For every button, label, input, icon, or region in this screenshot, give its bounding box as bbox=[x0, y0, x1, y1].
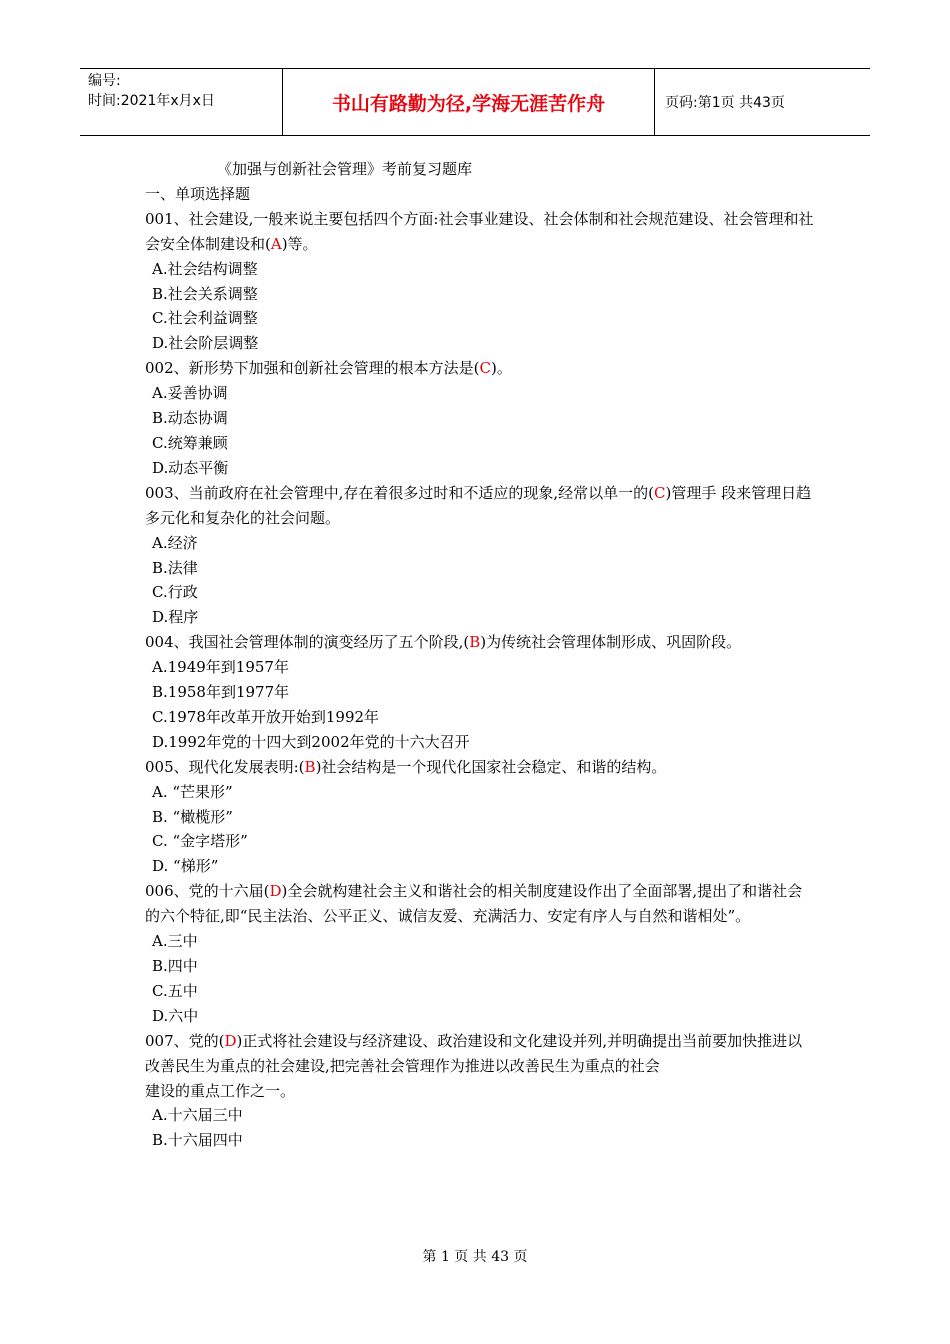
page-info: 页码:第1页 共43页 bbox=[665, 95, 785, 111]
question-list bbox=[145, 207, 815, 1153]
section-heading: 一、单项选择题 bbox=[145, 184, 251, 203]
answer-option: C. “金字塔形” bbox=[152, 832, 248, 851]
motto: 书山有路勤为径,学海无涯苦作舟 bbox=[331, 92, 606, 115]
question-stem: 004、我国社会管理体制的演变经历了五个阶段,( bbox=[145, 633, 470, 652]
question-text bbox=[145, 630, 815, 655]
answer-option: B.1958年到1977年 bbox=[152, 683, 290, 702]
answer-option: C.社会利益调整 bbox=[152, 309, 258, 328]
time-label: 时间:2021年x月x日 bbox=[88, 93, 215, 109]
answer-option: D.1992年党的十四大到2002年党的十六大召开 bbox=[152, 732, 470, 751]
question-text bbox=[145, 1029, 815, 1079]
question-stem-tail: )等。 bbox=[281, 234, 318, 253]
answer-key: D bbox=[269, 882, 282, 901]
answer-option: B.社会关系调整 bbox=[152, 284, 258, 303]
question-text bbox=[145, 481, 815, 531]
question-stem-tail: )为传统社会管理体制形成、巩固阶段。 bbox=[480, 633, 742, 652]
question-stem: 006、党的十六届( bbox=[145, 882, 270, 901]
question-stem: 001、社会建设,一般来说主要包括四个方面:社会事业建设、社会体制和社会规范建设、社会管理和社会安全体制建设和( bbox=[145, 209, 814, 253]
header-motto-cell bbox=[283, 69, 655, 135]
answer-option: D.程序 bbox=[152, 608, 199, 627]
answer-option: A.1949年到1957年 bbox=[152, 658, 289, 677]
question-text bbox=[145, 207, 815, 257]
header-left-cell bbox=[80, 69, 283, 135]
answer-option: D. “梯形” bbox=[152, 857, 219, 876]
document-body bbox=[145, 157, 815, 1153]
answer-key: A bbox=[270, 234, 282, 253]
question-stem-tail: )全会就构建社会主义和谐社会的相关制度建设作出了全面部署,提出了和谐社会的六个特征,即“民主法治、公平正义、诚信友爱、充满活力、安定有序人与自然和谐相处”。 bbox=[145, 882, 803, 926]
answer-option: C.统筹兼顾 bbox=[152, 433, 228, 452]
answer-option: B. “橄榄形” bbox=[152, 807, 233, 826]
page-footer: 第 1 页 共 43 页 bbox=[422, 1249, 528, 1265]
answer-key: D bbox=[224, 1031, 237, 1050]
answer-option: D.六中 bbox=[152, 1006, 199, 1025]
answer-option: B.十六届四中 bbox=[152, 1131, 243, 1150]
answer-option: D.社会阶层调整 bbox=[152, 334, 259, 353]
answer-key: C bbox=[479, 359, 491, 378]
answer-option: A.社会结构调整 bbox=[152, 259, 258, 278]
question-text bbox=[145, 356, 815, 381]
page-header bbox=[80, 68, 870, 136]
answer-option: C.行政 bbox=[152, 583, 198, 602]
answer-option: C.五中 bbox=[152, 981, 198, 1000]
answer-option: A.十六届三中 bbox=[152, 1106, 243, 1125]
answer-option: A.妥善协调 bbox=[152, 384, 228, 403]
question-stem: 003、当前政府在社会管理中,存在着很多过时和不适应的现象,经常以单一的( bbox=[145, 483, 655, 502]
question-text-continued: 建设的重点工作之一。 bbox=[145, 1081, 296, 1100]
answer-key: B bbox=[304, 757, 316, 776]
answer-key: C bbox=[654, 483, 666, 502]
header-page-cell bbox=[655, 69, 870, 135]
answer-option: A. “芒果形” bbox=[152, 782, 233, 801]
answer-option: B.法律 bbox=[152, 558, 198, 577]
question-stem: 005、现代化发展表明:( bbox=[145, 757, 305, 776]
answer-option: A.经济 bbox=[152, 533, 198, 552]
question-text bbox=[145, 879, 815, 929]
question-stem-tail: )。 bbox=[490, 359, 512, 378]
question-stem-tail: )社会结构是一个现代化国家社会稳定、和谐的结构。 bbox=[315, 757, 667, 776]
question-stem-tail: )正式将社会建设与经济建设、政治建设和文化建设并列,并明确提出当前要加快推进以改善民生为重点的社会建设,把完善社会管理作为推进以改善民生为重点的社会 bbox=[145, 1031, 803, 1075]
answer-key: B bbox=[469, 633, 481, 652]
answer-option: C.1978年改革开放开始到1992年 bbox=[152, 707, 380, 726]
answer-option: B.动态协调 bbox=[152, 409, 228, 428]
question-text bbox=[145, 755, 815, 780]
document-title: 《加强与创新社会管理》考前复习题库 bbox=[217, 160, 473, 178]
question-stem: 007、党的( bbox=[145, 1031, 225, 1050]
answer-option: D.动态平衡 bbox=[152, 458, 229, 477]
number-label: 编号: bbox=[88, 73, 121, 89]
question-stem: 002、新形势下加强和创新社会管理的根本方法是( bbox=[145, 359, 480, 378]
question-stem-tail: )管理手 段来管理日趋多元化和复杂化的社会问题。 bbox=[145, 483, 812, 527]
answer-option: A.三中 bbox=[152, 932, 198, 951]
answer-option: B.四中 bbox=[152, 957, 198, 975]
